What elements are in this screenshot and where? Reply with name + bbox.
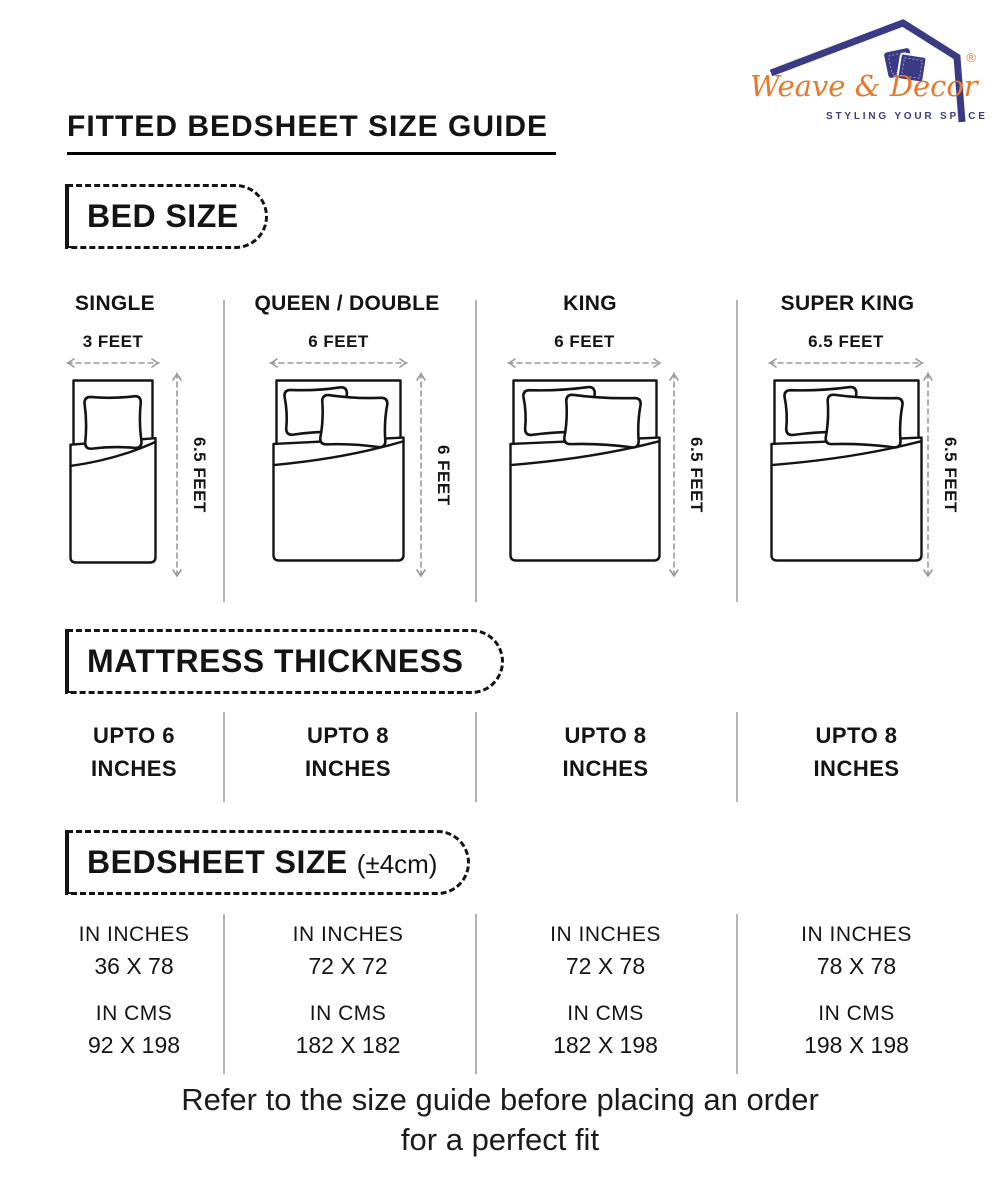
- bed-height-label: 6.5 FEET: [190, 437, 209, 513]
- width-arrow: [65, 356, 161, 370]
- mattress-thickness-super-king: UPTO 8 INCHES: [813, 723, 900, 781]
- brand-name: Weave & Decor: [750, 69, 978, 103]
- brand-logo: [750, 12, 988, 130]
- height-arrow: [921, 371, 935, 579]
- footer-line-1: Refer to the size guide before placing an order: [181, 1082, 819, 1117]
- bedsheet-size-queen: IN INCHES 72 X 72 IN CMS 182 X 182: [292, 923, 404, 1058]
- section-label-bedsheet-size: [65, 830, 470, 895]
- height-arrow: [414, 371, 428, 579]
- bed-height-dimension: [170, 371, 209, 579]
- width-arrow: [268, 356, 409, 370]
- column-header-super-king: SUPER KING: [780, 292, 915, 315]
- column-header-single: SINGLE: [75, 292, 155, 315]
- bed-diagram-queen: [272, 379, 405, 562]
- width-arrow: [767, 356, 925, 370]
- bedsheet-size-king: IN INCHES 72 X 78 IN CMS 182 X 198: [550, 923, 661, 1058]
- bed-width-label: 6.5 FEET: [808, 332, 884, 351]
- footer-note: [0, 1080, 1000, 1161]
- mattress-thickness-single: UPTO 6 INCHES: [90, 723, 178, 781]
- bed-width-label: 6 FEET: [308, 332, 369, 351]
- bed-diagram-super-king: [770, 379, 923, 562]
- column-divider: [223, 300, 225, 602]
- height-arrow: [667, 371, 681, 579]
- bed-diagram-block-king: [506, 332, 663, 562]
- height-arrow: [170, 371, 184, 579]
- column-divider: [475, 300, 477, 602]
- footer-line-2: for a perfect fit: [400, 1122, 600, 1158]
- column-divider: [736, 300, 738, 602]
- bed-diagram-block-single: [65, 332, 161, 564]
- brand-tagline: STYLING YOUR SPACE: [826, 111, 988, 122]
- bedsheet-size-table: [0, 924, 1000, 1057]
- mattress-thickness-queen: UPTO 8 INCHES: [304, 723, 392, 781]
- bed-diagram-king: [509, 379, 661, 562]
- section-label-mattress-thickness: MATTRESS THICKNESS: [65, 629, 504, 694]
- width-arrow: [506, 356, 663, 370]
- mattress-thickness-row: [0, 719, 1000, 785]
- bed-height-dimension: [667, 371, 706, 579]
- bed-height-label: 6.5 FEET: [941, 437, 960, 513]
- bedsheet-size-single: IN INCHES 36 X 78 IN CMS 92 X 198: [78, 923, 190, 1058]
- bed-height-label: 6 FEET: [434, 444, 453, 506]
- bed-height-label: 6.5 FEET: [687, 437, 706, 513]
- column-header-king: KING: [563, 292, 617, 315]
- column-header-queen-double: QUEEN / DOUBLE: [254, 292, 440, 315]
- bed-height-dimension: [921, 371, 960, 579]
- mattress-thickness-king: UPTO 8 INCHES: [562, 723, 649, 781]
- bed-width-label: 6 FEET: [554, 332, 615, 351]
- bed-diagram-single: [69, 379, 157, 564]
- bed-diagram-block-super-king: [767, 332, 925, 562]
- bedsheet-size-label: BEDSHEET SIZE: [87, 844, 348, 880]
- bed-height-dimension: [414, 371, 453, 579]
- bed-diagram-block-queen: [268, 332, 409, 562]
- section-label-bed-size: BED SIZE: [65, 184, 268, 249]
- bedsheet-tolerance: (±4cm): [356, 849, 438, 879]
- page-title: FITTED BEDSHEET SIZE GUIDE: [67, 110, 556, 155]
- bedsheet-size-super-king: IN INCHES 78 X 78 IN CMS 198 X 198: [801, 923, 912, 1058]
- bed-width-label: 3 FEET: [82, 332, 144, 351]
- registered-trademark-icon: ®: [966, 50, 976, 65]
